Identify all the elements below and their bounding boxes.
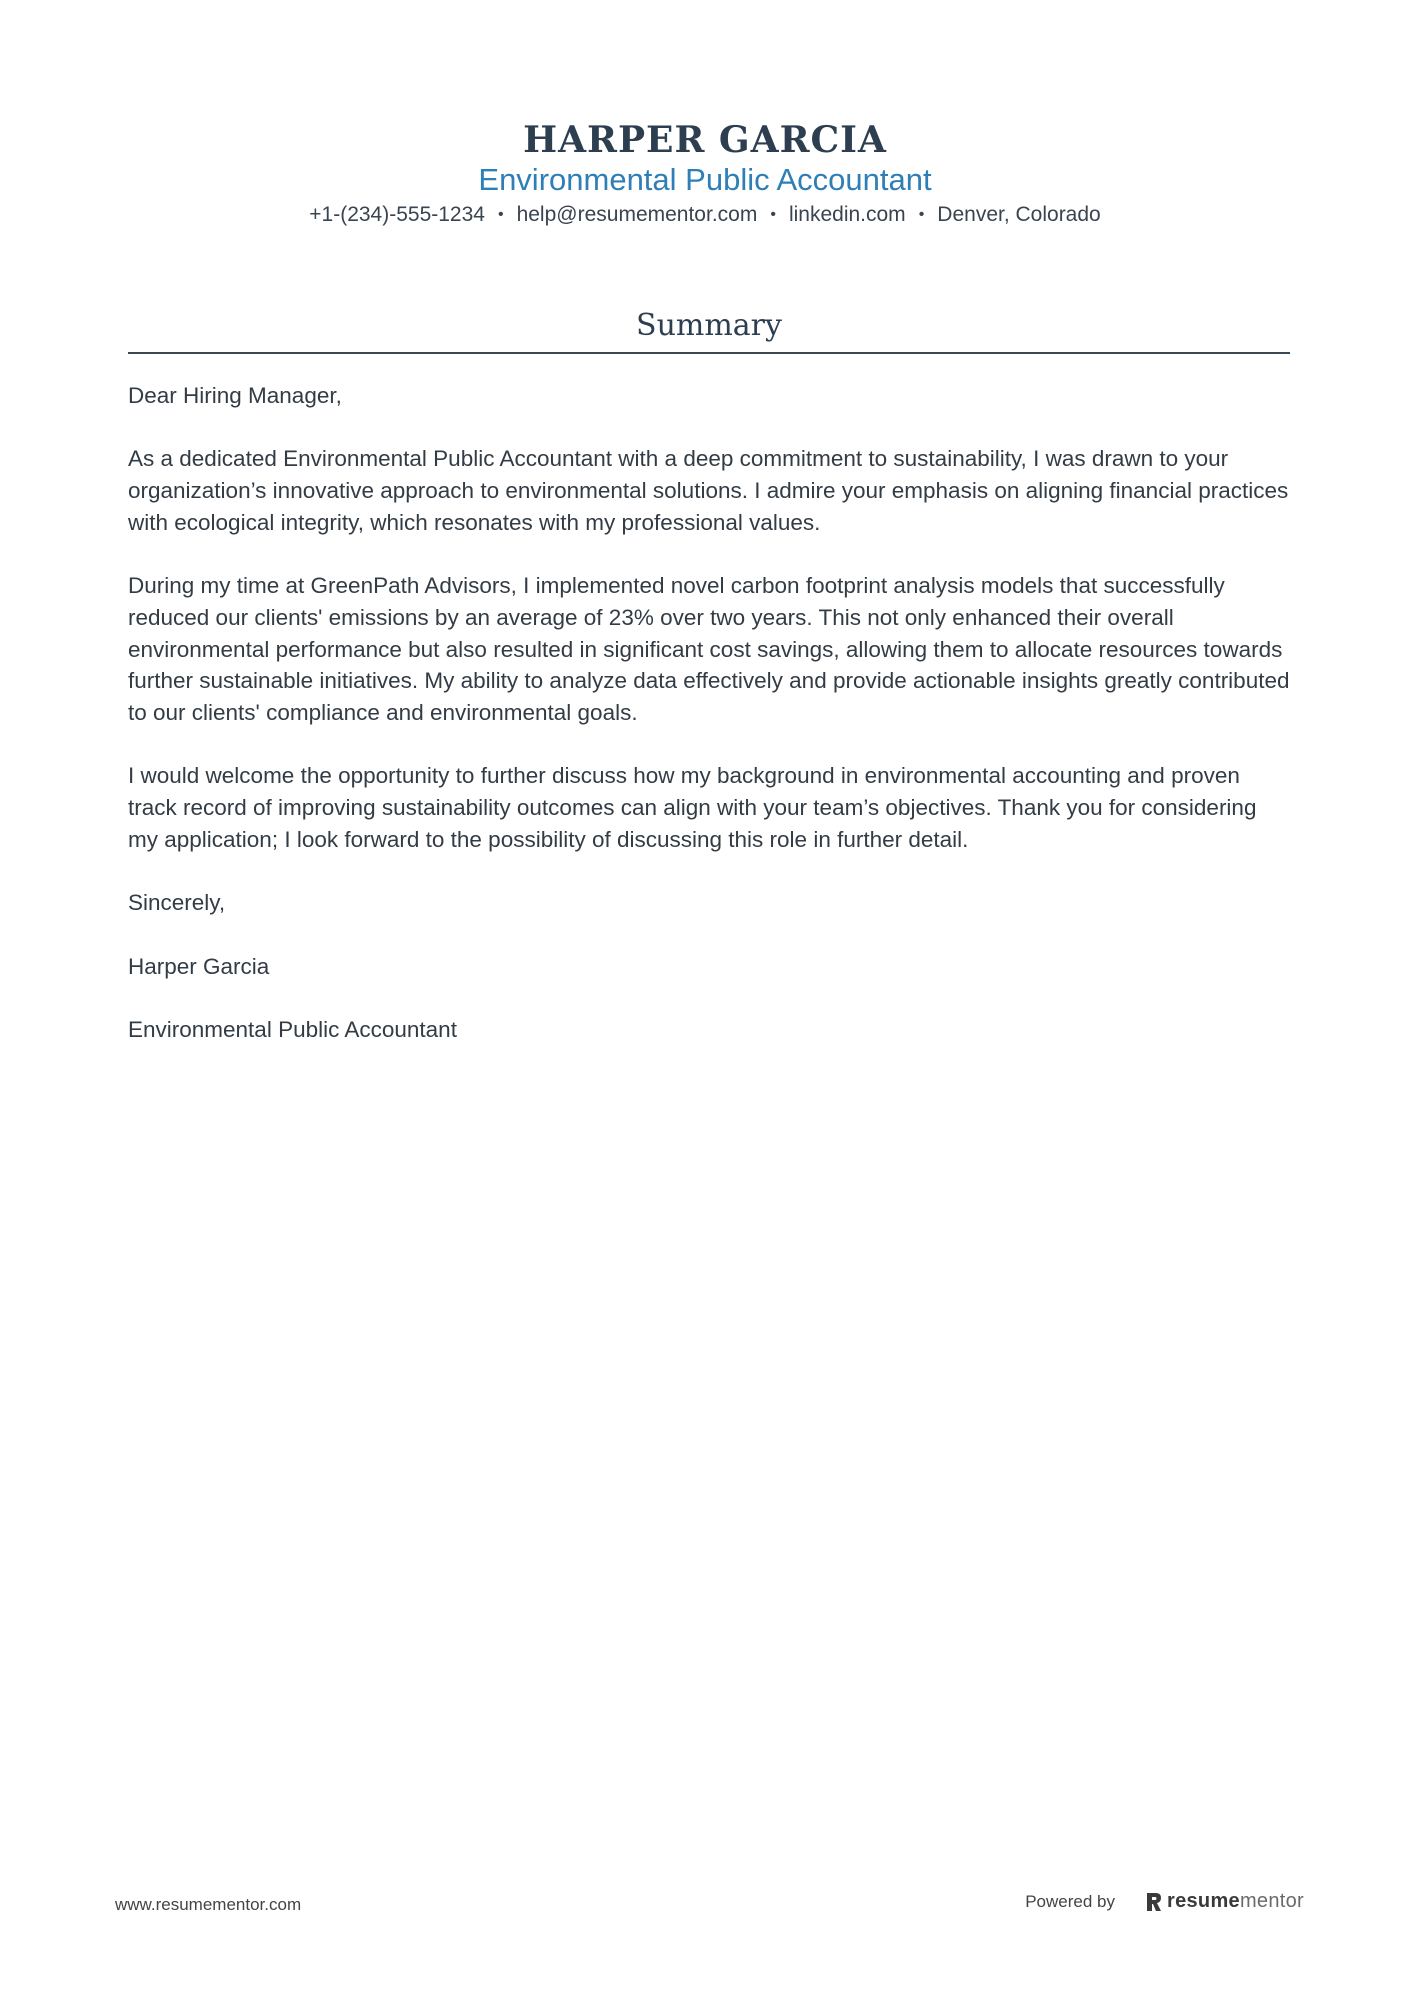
footer-branding — [1025, 1890, 1304, 1913]
letter-paragraph: I would welcome the opportunity to further discuss how my background in environmental accounting and proven track record of improving sustainability outcomes can align with your team’s objectives. Thank you for considering my application; I look forward to the possibility of discussing this role in further detail. — [128, 763, 1257, 852]
brand-text-light: mentor — [1239, 1890, 1304, 1912]
contact-separator: • — [770, 206, 776, 223]
letter-greeting: Dear Hiring Manager, — [128, 383, 342, 408]
letter-paragraph: As a dedicated Environmental Public Accountant with a deep commitment to sustainability, I was drawn to your organization’s innovative approach to environmental solutions. I admire your emphasis on aligning financial practices with ecological integrity, which resonates with my professional values. — [128, 446, 1289, 535]
contact-separator: • — [918, 206, 925, 223]
contact-separator: • — [497, 206, 504, 223]
contact-phone: +1-(234)-555-1234 — [309, 203, 485, 226]
letter-body — [128, 380, 1290, 1077]
resumementor-logo-icon — [1145, 1891, 1163, 1913]
letter-header — [0, 118, 1410, 230]
contact-location: Denver, Colorado — [937, 203, 1101, 226]
brand-text-bold: resume — [1167, 1890, 1240, 1912]
letter-paragraph: During my time at GreenPath Advisors, I implemented novel carbon footprint analysis models that successfully reduced our clients' emissions by an average of 23% over two years. This not only enhanced their overall environmental performance but also resulted in significant cost savings, allowing them to allocate resources towards further sustainable initiatives. My ability to analyze data effectively and provide actionable insights greatly contributed to our clients' compliance and environmental goals. — [128, 573, 1290, 725]
footer-website[interactable]: www.resumementor.com — [115, 1895, 302, 1914]
signature-title: Environmental Public Accountant — [128, 1016, 457, 1042]
applicant-name: HARPER GARCIA — [523, 119, 887, 161]
brand-logo[interactable] — [1145, 1890, 1304, 1913]
contact-line — [0, 200, 1410, 230]
section-divider — [128, 352, 1290, 354]
letter-closing: Sincerely, — [128, 890, 226, 916]
section-title: Summary — [636, 308, 782, 343]
contact-website[interactable]: linkedin.com — [788, 203, 906, 226]
contact-email[interactable]: help@resumementor.com — [516, 203, 758, 226]
signature-name: Harper Garcia — [128, 953, 270, 979]
powered-by-label: Powered by — [1025, 1891, 1115, 1911]
applicant-title: Environmental Public Accountant — [478, 162, 932, 197]
